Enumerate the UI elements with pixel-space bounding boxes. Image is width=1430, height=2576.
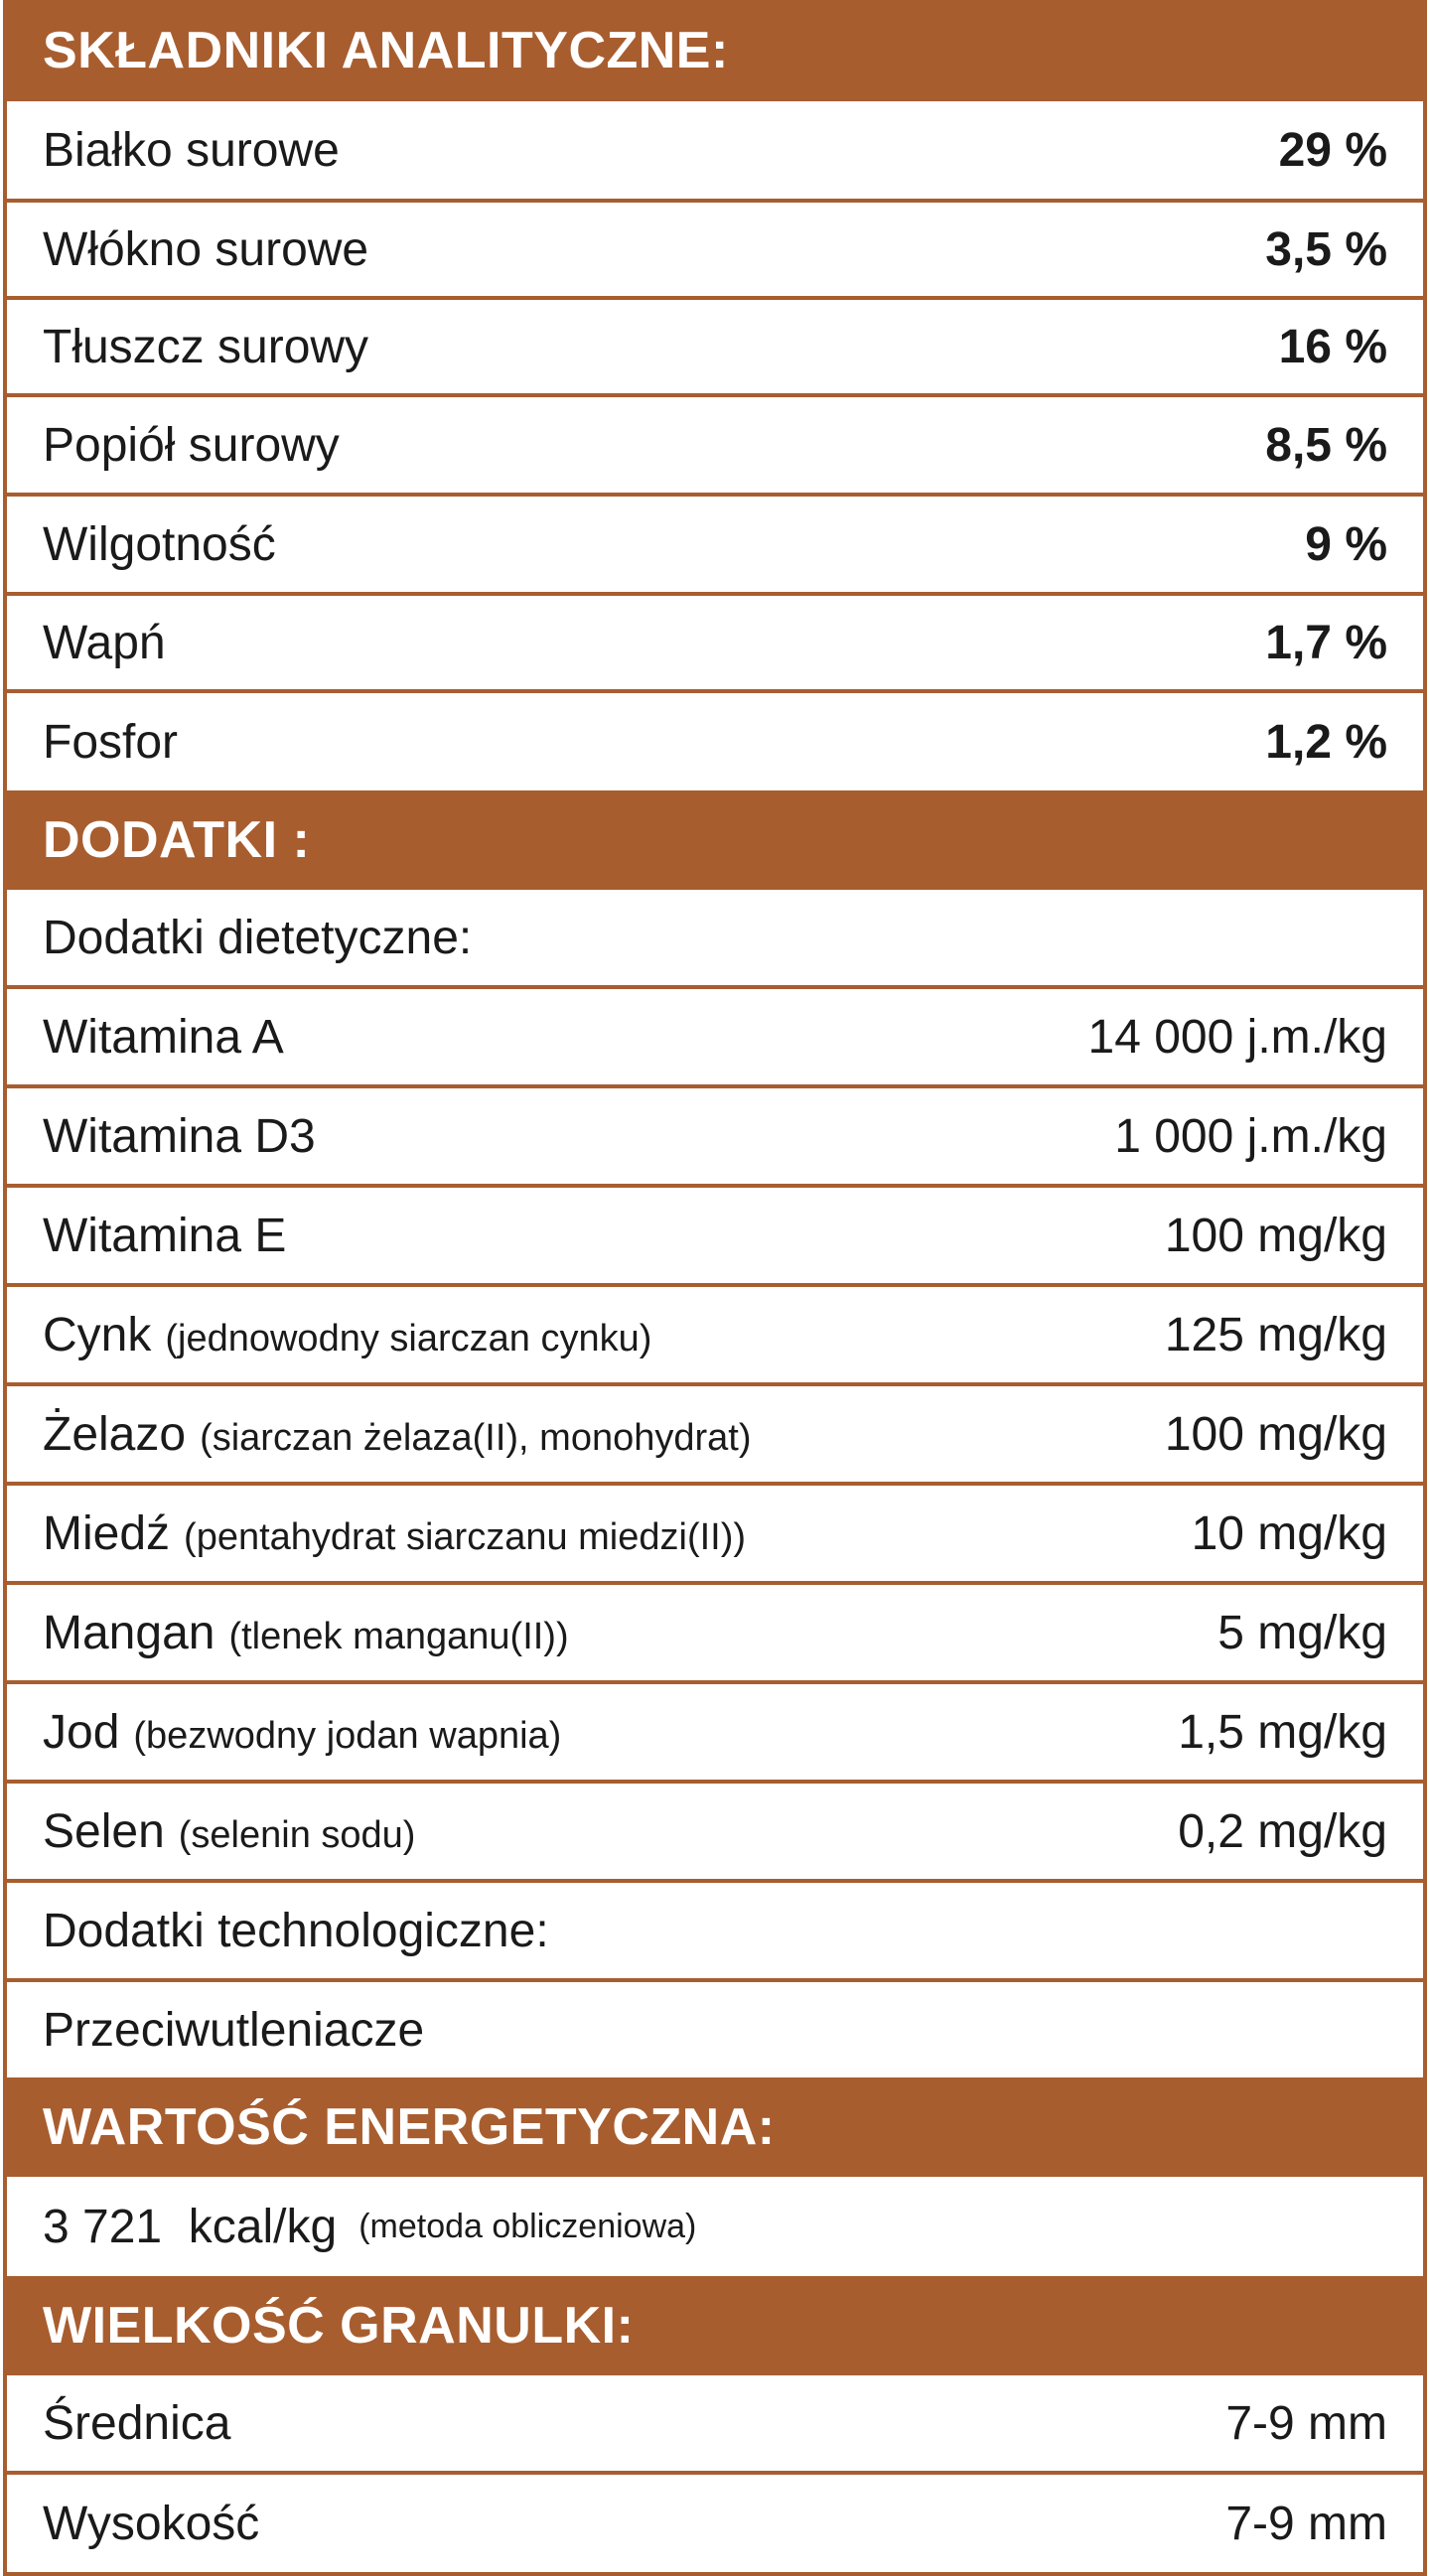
row-label: Mangan bbox=[43, 1606, 215, 1659]
row-value: 100 mg/kg bbox=[1164, 1407, 1387, 1461]
row-value: 10 mg/kg bbox=[1191, 1506, 1387, 1560]
row-value: 1,7 % bbox=[1265, 616, 1387, 669]
row-label: Fosfor bbox=[43, 715, 179, 769]
row-label: Witamina A bbox=[43, 1010, 284, 1064]
row-value: 8,5 % bbox=[1265, 418, 1387, 472]
row-label: Wilgotność bbox=[43, 517, 276, 571]
table-row bbox=[7, 989, 1423, 1088]
row-label: Cynk bbox=[43, 1308, 152, 1361]
row-value: 5 mg/kg bbox=[1217, 1606, 1387, 1659]
table-row bbox=[7, 300, 1423, 397]
row-value: 125 mg/kg bbox=[1164, 1308, 1387, 1361]
table-row bbox=[7, 1386, 1423, 1486]
row-label: Włókno surowe bbox=[43, 222, 369, 276]
dietary-additives-label: Dodatki dietetyczne: bbox=[43, 911, 473, 964]
section-header-additives bbox=[7, 790, 1423, 890]
row-label: Średnica bbox=[43, 2396, 231, 2450]
table-row bbox=[7, 101, 1423, 203]
row-value: 7-9 mm bbox=[1225, 2396, 1387, 2450]
table-row bbox=[7, 2375, 1423, 2475]
table-row bbox=[7, 1784, 1423, 1883]
table-row bbox=[7, 596, 1423, 693]
row-label: Popiół surowy bbox=[43, 418, 340, 472]
row-note: (tlenek manganu(II)) bbox=[228, 1615, 569, 1657]
row-note: (selenin sodu) bbox=[178, 1813, 416, 1856]
table-row bbox=[7, 1684, 1423, 1784]
table-row bbox=[7, 2475, 1423, 2572]
section-title: WIELKOŚĆ GRANULKI: bbox=[43, 2297, 635, 2355]
nutrition-table bbox=[3, 0, 1427, 2576]
row-value: 16 % bbox=[1278, 320, 1387, 373]
table-row bbox=[7, 1188, 1423, 1287]
technological-item: Przeciwutleniacze bbox=[43, 2003, 425, 2057]
row-label: Miedź bbox=[43, 1506, 171, 1560]
subsection-label bbox=[7, 890, 1423, 989]
table-row bbox=[7, 1088, 1423, 1188]
row-value: 7-9 mm bbox=[1225, 2497, 1387, 2550]
row-label: Wapń bbox=[43, 616, 166, 669]
row-value: 3,5 % bbox=[1265, 222, 1387, 276]
table-row bbox=[7, 1287, 1423, 1386]
table-row bbox=[7, 1585, 1423, 1684]
table-row bbox=[7, 203, 1423, 300]
row-value: 1 000 j.m./kg bbox=[1114, 1109, 1387, 1163]
row-label: Tłuszcz surowy bbox=[43, 320, 369, 373]
energy-value: 3 721 kcal/kg bbox=[43, 2200, 338, 2253]
table-row bbox=[7, 1982, 1423, 2077]
row-value: 0,2 mg/kg bbox=[1178, 1804, 1387, 1858]
table-row bbox=[7, 2177, 1423, 2276]
table-row bbox=[7, 397, 1423, 497]
row-value: 9 % bbox=[1305, 517, 1387, 571]
section-header-granule bbox=[7, 2276, 1423, 2375]
row-label: Jod bbox=[43, 1705, 120, 1759]
table-row bbox=[7, 497, 1423, 596]
row-label: Wysokość bbox=[43, 2497, 260, 2550]
row-value: 1,5 mg/kg bbox=[1178, 1705, 1387, 1759]
technological-additives-label: Dodatki technologiczne: bbox=[43, 1904, 549, 1957]
row-note: (siarczan żelaza(II), monohydrat) bbox=[200, 1416, 752, 1459]
row-label: Żelazo bbox=[43, 1407, 187, 1461]
row-value: 29 % bbox=[1278, 123, 1387, 177]
row-label: Białko surowe bbox=[43, 123, 340, 177]
table-row bbox=[7, 1486, 1423, 1585]
section-title: DODATKI : bbox=[43, 811, 311, 869]
row-value: 100 mg/kg bbox=[1164, 1209, 1387, 1262]
section-header-analytical bbox=[7, 0, 1423, 101]
row-note: (bezwodny jodan wapnia) bbox=[133, 1714, 562, 1757]
row-value: 1,2 % bbox=[1265, 715, 1387, 769]
section-title: WARTOŚĆ ENERGETYCZNA: bbox=[43, 2098, 776, 2156]
row-value: 14 000 j.m./kg bbox=[1087, 1010, 1387, 1064]
section-header-energy bbox=[7, 2077, 1423, 2177]
row-label: Witamina E bbox=[43, 1209, 287, 1262]
table-row bbox=[7, 693, 1423, 790]
section-title: SKŁADNIKI ANALITYCZNE: bbox=[43, 22, 729, 79]
subsection-label bbox=[7, 1883, 1423, 1982]
row-note: (pentahydrat siarczanu miedzi(II)) bbox=[184, 1515, 747, 1558]
row-label: Witamina D3 bbox=[43, 1109, 316, 1163]
energy-note: (metoda obliczeniowa) bbox=[358, 2207, 697, 2245]
row-note: (jednowodny siarczan cynku) bbox=[165, 1317, 652, 1360]
row-label: Selen bbox=[43, 1804, 165, 1858]
